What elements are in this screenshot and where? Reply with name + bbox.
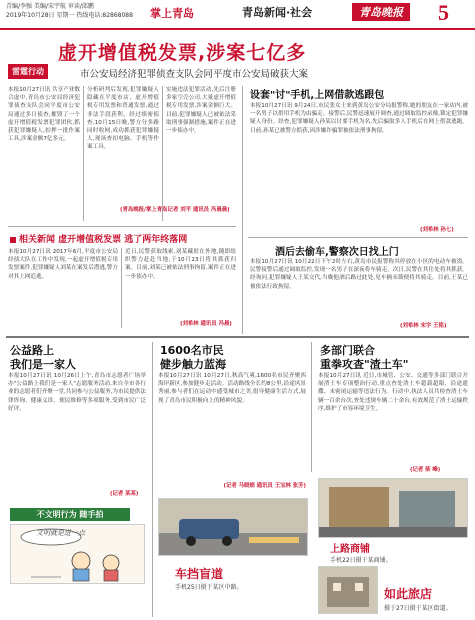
column-divider bbox=[152, 342, 153, 617]
story-tag: 雷霆行动 bbox=[8, 64, 48, 79]
photo3-caption-title: 如此旅店 bbox=[384, 587, 433, 601]
photo-blocked-tactile bbox=[158, 498, 308, 556]
app-logo: 掌上青岛 bbox=[150, 7, 194, 20]
photo2-caption-title: 上路商铺 bbox=[330, 544, 370, 555]
photo-hotel bbox=[318, 566, 378, 614]
column-divider bbox=[83, 86, 84, 221]
right-story1-byline: (刘希林 孙七) bbox=[420, 227, 454, 233]
photo-shop-roadside bbox=[318, 478, 468, 538]
photo2-caption-sub: 手机22日摄于某商铺。 bbox=[330, 557, 392, 564]
shop-photo-icon bbox=[319, 479, 467, 537]
column-divider bbox=[242, 86, 243, 334]
cartoon-banner: 不文明行为 随手拍 bbox=[10, 508, 130, 521]
story2-col-2: 近日,民警获取线索,刘某藏匿在外地,随即组织警力赶赴当地,于10月23日将其抓获归案。目前,刘某已被依法刑事拘留,案件正在进一步侦办中。 bbox=[125, 249, 236, 280]
main-col-3: 实施违法犯罪活动,先后注册多家空壳公司,大量虚开增值税专用发票,涉案金额巨大。目前,犯罪嫌疑人已被依法采取刑事强制措施,案件正在进一步侦办中。 bbox=[166, 87, 236, 135]
cartoon-title: 文明就是进一点 bbox=[36, 529, 85, 537]
bottom2-byline: (记者 马晓娟 通讯员 王宝林 张芳) bbox=[223, 483, 306, 489]
newspaper-brand: 青岛晚报 bbox=[352, 3, 410, 21]
story2-byline: (刘希林 通讯员 冯晨) bbox=[180, 321, 232, 327]
column-divider bbox=[162, 86, 163, 221]
bottom2-title1: 1600名市民 bbox=[160, 344, 224, 357]
masthead-date: 2019年10月28日 星期一 热线电话:82868088 bbox=[6, 12, 133, 19]
right-story2-byline: (刘希林 宋字 王铭) bbox=[400, 323, 447, 329]
main-headline: 虚开增值税发票,涉案七亿多 bbox=[58, 42, 307, 64]
bottom3-body: 本报10月27日讯 近日,市城管、公安、交通等多部门联合开展渣土车专项整治行动,重点查处渣土车超载超限、沿途遗撒、未密闭运输等违法行为。行动中,执法人员共检查渣土车辆一百余台次,查处违规车辆二十余台,有效规范了渣土运输秩序,维护了市容环境卫生。 bbox=[318, 373, 468, 412]
street-photo-icon bbox=[159, 499, 307, 555]
masthead-meta bbox=[6, 2, 136, 20]
bottom2-title2: 健步触力蓝海 bbox=[160, 358, 226, 371]
page-number: 5 bbox=[438, 0, 449, 25]
right-story1-body: 本报10月27日讯 9月24日,市民张女士来到黄岛公安分局报警称,她的朋友在一家店内,被一名男子以借用手机为由骗走。接警后,民警迅速展开调查,通过调取监控录像,锁定犯罪嫌疑人身份。经查,犯罪嫌疑人孙某以讨要手机为名,先后骗取多人手机后在网上借款逃跑。日前,孙某已被警方抓获,因涉嫌诈骗罪被依法刑事拘留。 bbox=[250, 103, 468, 134]
section-divider bbox=[8, 226, 236, 227]
column-divider bbox=[121, 248, 122, 328]
main-col-2: 分析研判后发现,犯罪嫌疑人隐藏在平度市店、虚开增值税专用发票和普通发票,通过非法手段获利。经过缜密侦查,10月15日晚,警方分多路同时收网,成功抓获犯罪嫌疑人,现场查扣电脑、手机等作案工具。 bbox=[87, 87, 159, 151]
bottom1-body: 本报10月27日讯 10月26日上午,青岛市志愿者广场举办"公益路上我们是一家人"志愿服务活动,来自全市各行业的志愿者们齐聚一堂,共同参与公益服务,为市民提供法律咨询、健康义诊、便民维修等多项服务,受到市民广泛好评。 bbox=[8, 373, 146, 412]
main-col-1: 本报10月27日讯 共享产业数合虚中,青岛市公安局经济犯罪侦查支队会同平度市公安局通过多日侦查,摧毁了一个虚开增值税发票犯罪团伙,抓获犯罪嫌疑人,扣押一批作案工具,涉案金额7亿多元。 bbox=[8, 87, 80, 143]
story2-title bbox=[10, 232, 187, 245]
section-title: 青岛新闻·社会 bbox=[242, 6, 313, 19]
photo1-caption-title: 车挡盲道 bbox=[175, 567, 224, 581]
bottom1-byline: (记者 某某) bbox=[110, 491, 139, 497]
main-byline: (青岛晚报/掌上青岛记者 刘平 通讯员 冯晨晨) bbox=[120, 207, 230, 213]
bottom1-title2: 我们是一家人 bbox=[10, 358, 76, 371]
hotel-photo-icon bbox=[319, 567, 377, 613]
bottom1-title1: 公益路上 bbox=[10, 344, 54, 357]
bottom3-byline: (记者 柴 峰) bbox=[410, 467, 441, 473]
right-story2-body: 本报10月27日讯 10月22日下午2时左右,黄岛市民报警称其停放在小区的电动车被盗。民警接警后通过调取监控,发现一名男子在深夜将车骑走。次日,民警在其住处将其抓获。经询问,犯罪嫌疑人王某交代,当晚他酒后路过此处,见车辆未锁便将其骑走。目前,王某已被依法行政拘留。 bbox=[250, 259, 468, 290]
right-story1-title: 设套"讨"手机,上网借款逃跟包 bbox=[250, 90, 385, 101]
bottom2-body: 本报10月27日讯 10月27日,秋高气爽,1600名市民齐聚西海岸新区,参加健步走活动。活动路线全长约8公里,沿途风景秀丽,参与者们在运动中感受城市之美,倡导健康生活方式,展现了青岛市民积极向上的精神风貌。 bbox=[158, 373, 306, 404]
masthead-editors: 青编/李强 美编/宋宇航 审读/邱鹏 bbox=[6, 3, 94, 10]
masthead bbox=[0, 0, 475, 30]
photo1-caption-sub: 手机25日摄于某区中路。 bbox=[175, 584, 243, 591]
right-story2-title: 酒后去偷车,警察次日找上门 bbox=[275, 247, 399, 258]
section-divider bbox=[6, 336, 469, 338]
column-divider bbox=[311, 342, 312, 472]
story2-title-text: 相关新闻 虚开增值税发票 逃了两年终落网 bbox=[19, 235, 188, 245]
section-divider bbox=[248, 237, 468, 238]
story2-col-1: 本报10月27日讯 2017年6月,平度市公安局经侦大队在工作中发现,一起虚开增值税专用发票案件,犯罪嫌疑人刘某在案发后潜逃,警方对其上网追逃。 bbox=[8, 249, 118, 280]
photo3-caption-sub: 摄于27日摄于某区街道。 bbox=[384, 605, 452, 612]
bottom3-title2: 重拳攻查"渣土车" bbox=[320, 358, 409, 371]
bullet-square-icon bbox=[10, 237, 16, 243]
main-subhead: 市公安局经济犯罪侦查支队会同平度市公安局破获大案 bbox=[80, 69, 309, 80]
bottom3-title1: 多部门联合 bbox=[320, 344, 375, 357]
